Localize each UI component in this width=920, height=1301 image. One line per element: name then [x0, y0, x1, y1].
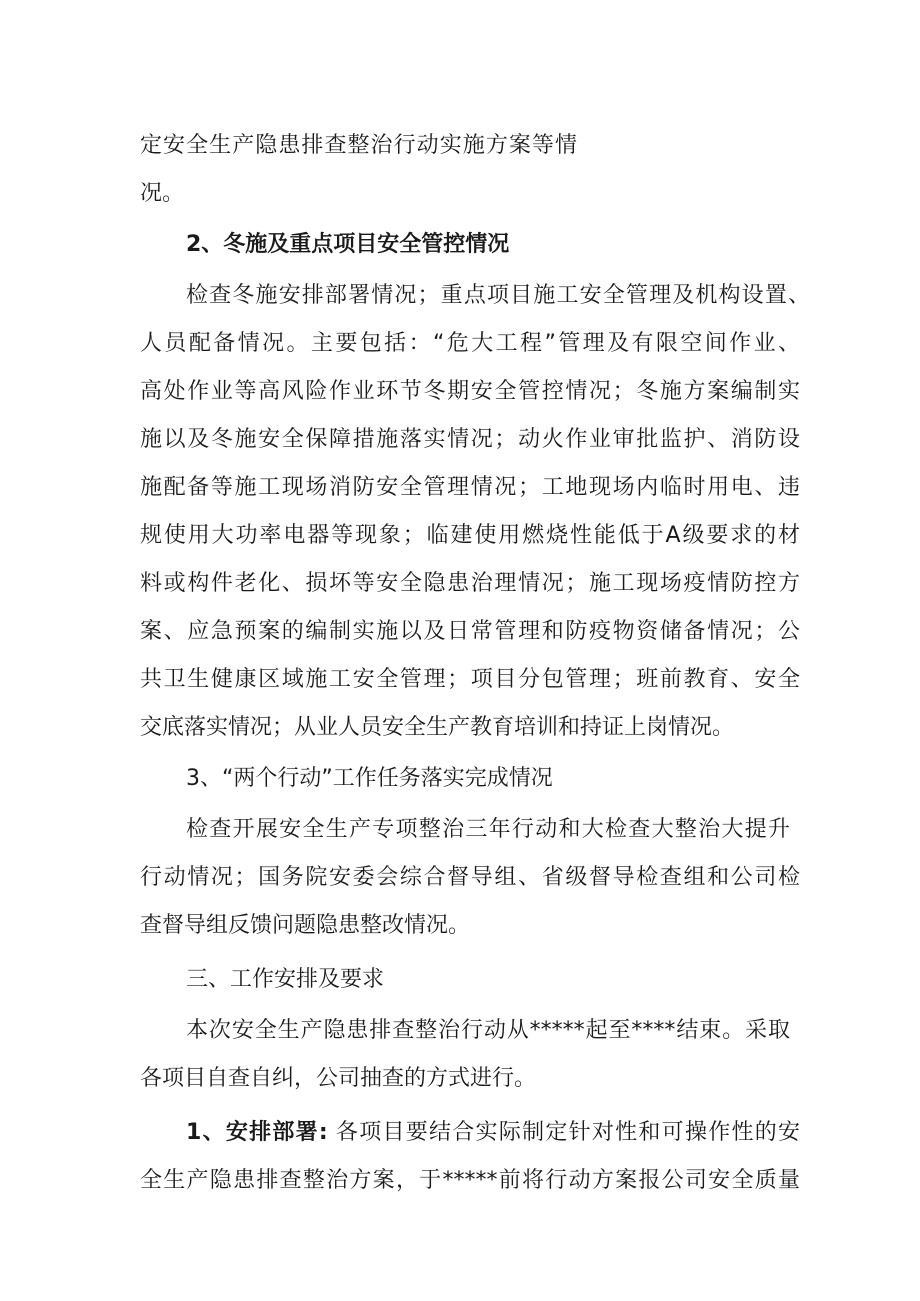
section-heading: 2、冬施及重点项目安全管控情况 — [186, 232, 510, 257]
text-line: 定安全生产隐患排查整治行动实施方案等情 — [140, 133, 577, 158]
text-line: 查督导组反馈问题隐患整改情况。 — [140, 913, 471, 938]
text-line: 共卫生健康区域施工安全管理；项目分包管理；班前教育、安全 — [140, 667, 800, 692]
text-line: 行动情况；国务院安委会综合督导组、省级督导检查组和公司检 — [140, 865, 800, 890]
text-line: 施以及冬施安全保障措施落实情况；动火作业审批监护、消防设 — [140, 427, 800, 452]
text-line: 案、应急预案的编制实施以及日常管理和防疫物资储备情况；公 — [140, 619, 800, 644]
text-line — [140, 1109, 800, 1157]
text-line: 检查冬施安排部署情况；重点项目施工安全管理及机构设置、 — [186, 283, 810, 308]
paragraph-text: 各项目要结合实际制定针对性和可操作性的安 — [327, 1120, 800, 1145]
document-body — [140, 122, 810, 1205]
paragraph-label: 1、安排部署: — [186, 1120, 328, 1145]
text-line: 人员配备情况。主要包括：“危大工程”管理及有限空间作业、 — [140, 331, 800, 356]
text-line: 施配备等施工现场消防安全管理情况；工地现场内临时用电、违 — [140, 475, 800, 500]
text-line: 高处作业等高风险作业环节冬期安全管控情况；冬施方案编制实 — [140, 379, 800, 404]
text-line: 全生产隐患排查整治方案，于*****前将行动方案报公司安全质量 — [140, 1168, 800, 1193]
text-line: 检查开展安全生产专项整治三年行动和大检查大整治大提升 — [186, 817, 790, 842]
text-line: 规使用大功率电器等现象；临建使用燃烧性能低于A级要求的材 — [140, 523, 800, 548]
text-line: 各项目自查自纠，公司抽查的方式进行。 — [140, 1066, 537, 1091]
section-heading: 三、工作安排及要求 — [186, 967, 385, 992]
section-heading: 3、“两个行动”工作任务落实完成情况 — [186, 766, 553, 791]
text-line: 本次安全生产隐患排查整治行动从*****起至****结束。采取 — [186, 1018, 790, 1043]
text-line: 况。 — [140, 181, 185, 206]
text-line: 交底落实情况；从业人员安全生产教育培训和持证上岗情况。 — [140, 715, 735, 740]
text-line: 料或构件老化、损坏等安全隐患治理情况；施工现场疫情防控方 — [140, 571, 800, 596]
